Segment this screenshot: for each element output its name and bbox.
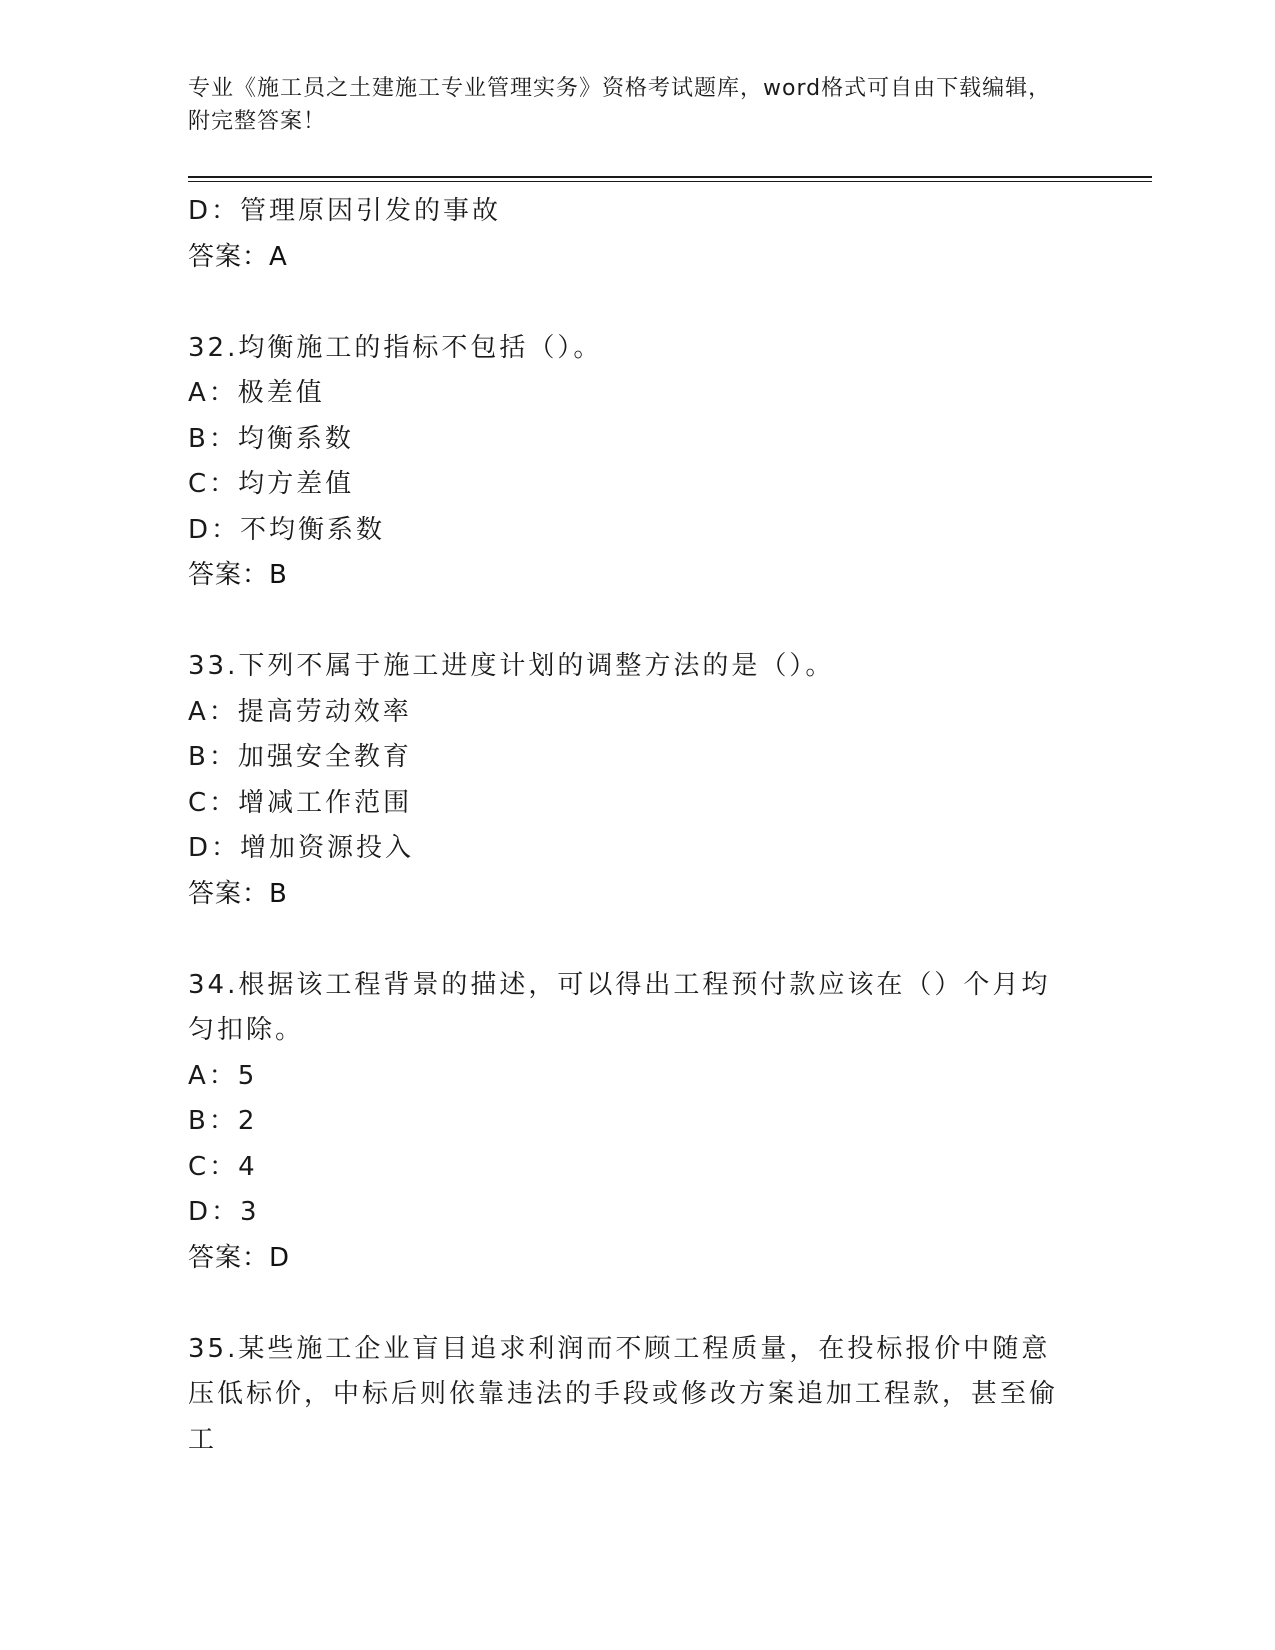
question-34-option-c: C：4 (188, 1151, 258, 1182)
spacer (188, 280, 1088, 326)
question-32-option-c: C：均方差值 (188, 469, 355, 499)
question-32-option-a: A：极差值 (188, 378, 325, 408)
question-33-answer: 答案：B (188, 878, 288, 909)
question-33-option-d: D：增加资源投入 (188, 833, 415, 863)
spacer (188, 1281, 1088, 1327)
question-34-option-b: B：2 (188, 1106, 258, 1136)
carryover-answer: 答案：A (188, 241, 288, 272)
question-33-option-b: B：加强安全教育 (188, 742, 412, 772)
header-text: 专业《施工员之土建施工专业管理实务》资格考试题库，word格式可自由下载编辑，附完整答案！ (188, 76, 1052, 134)
question-content (188, 189, 1088, 1463)
question-32-option-b: B：均衡系数 (188, 423, 354, 454)
question-34-option-d: D：3 (188, 1197, 260, 1227)
question-32-option-d: D：不均衡系数 (188, 514, 386, 545)
header-divider-thick (188, 176, 1152, 178)
question-32-answer: 答案：B (188, 560, 288, 590)
question-33-stem: 33.下列不属于施工进度计划的调整方法的是（）。 (188, 651, 835, 681)
spacer (188, 599, 1088, 645)
document-header (188, 72, 1068, 138)
header-divider-thin (188, 181, 1152, 182)
question-34-option-a: A：5 (188, 1060, 258, 1091)
question-34-stem: 34.根据该工程背景的描述，可以得出工程预付款应该在（）个月均匀扣除。 (188, 969, 1051, 1045)
question-34-answer: 答案：D (188, 1242, 291, 1273)
spacer (188, 917, 1088, 963)
question-32-stem: 32.均衡施工的指标不包括（）。 (188, 332, 603, 363)
carryover-option-d: D：管理原因引发的事故 (188, 196, 502, 226)
question-33-option-c: C：增减工作范围 (188, 787, 413, 818)
question-35-stem: 35.某些施工企业盲目追求利润而不顾工程质量，在投标报价中随意压低标价，中标后则依靠违法的手段或修改方案追加工程款，甚至偷工 (188, 1333, 1059, 1455)
question-33-option-a: A：提高劳动效率 (188, 696, 412, 727)
